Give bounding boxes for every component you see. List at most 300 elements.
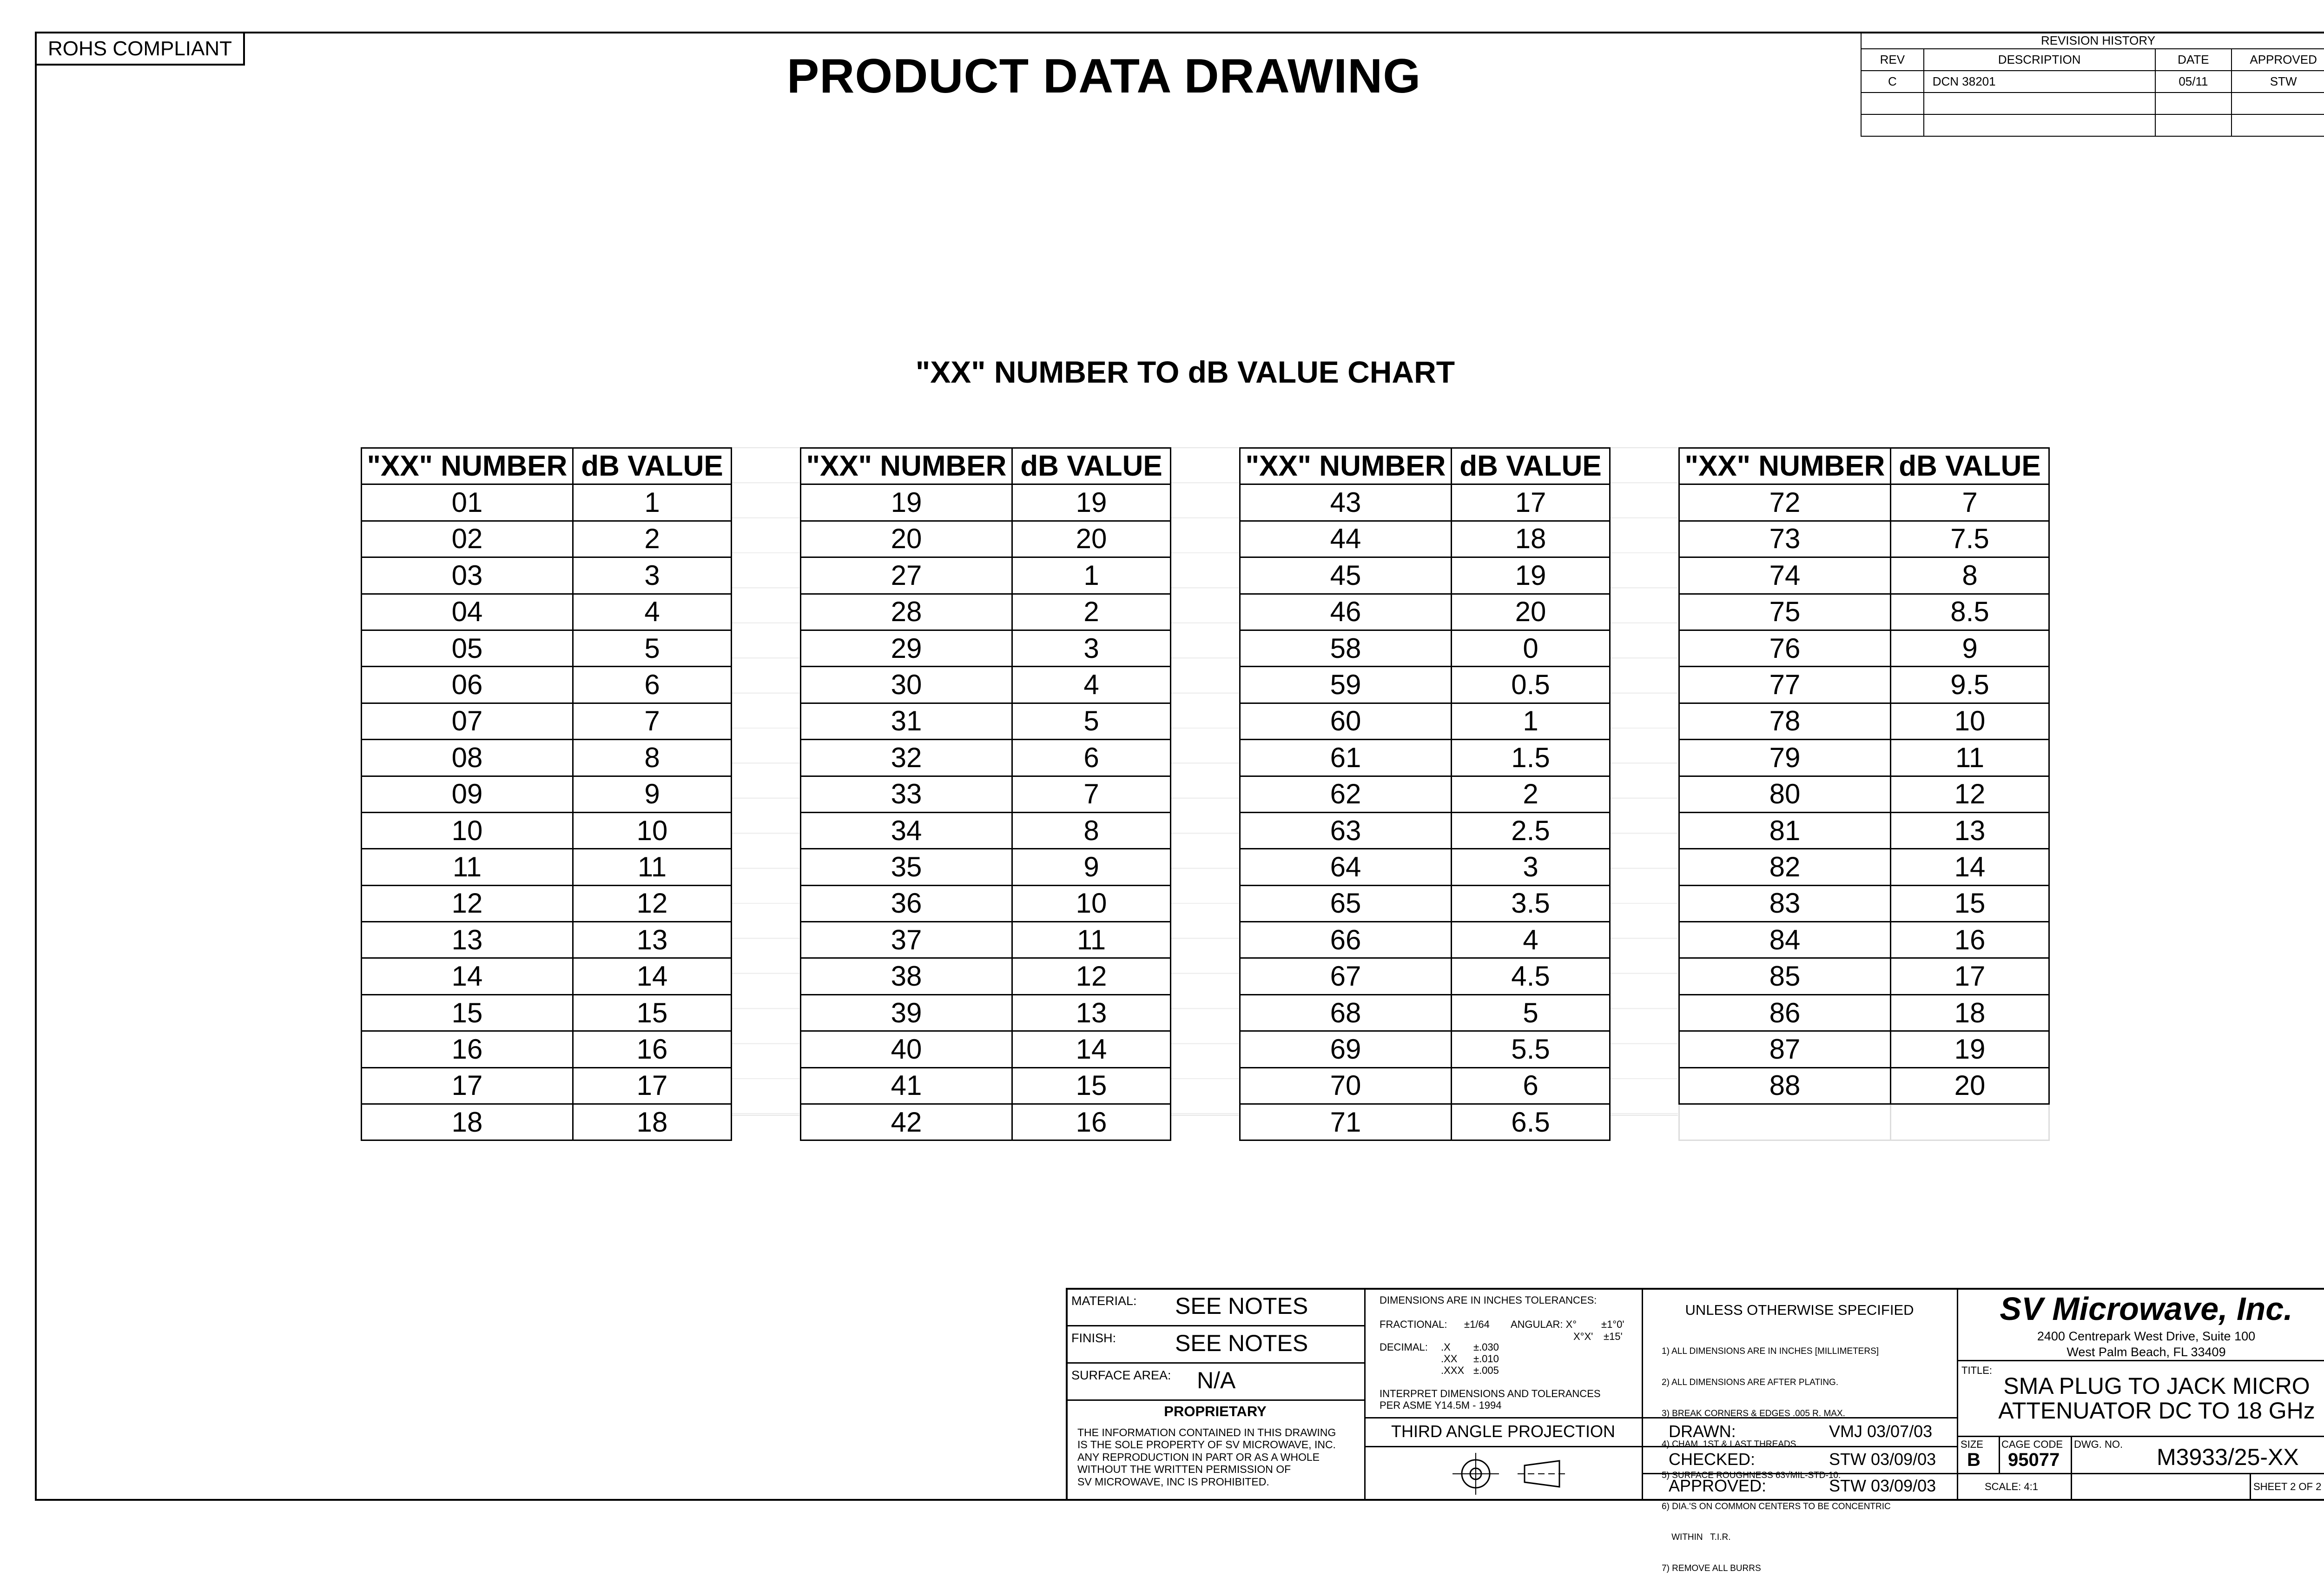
db-value-cell: 12 [573,885,732,921]
db-value-cell: 1 [1452,703,1610,739]
db-value-cell: 17 [573,1067,732,1104]
db-value-cell: 14 [573,958,732,994]
db-value-cell: 0 [1452,630,1610,666]
revision-history-table [1861,32,2324,137]
db-value-cell: 1 [573,484,732,521]
db-value-cell: 6 [573,667,732,703]
db-value-cell: 15 [1891,885,2049,921]
xx-number-cell: 81 [1679,812,1891,848]
xx-number-cell: 77 [1679,667,1891,703]
table-row [1679,994,2049,1031]
table-row [1240,1031,1610,1067]
table-row [801,630,1171,666]
xx-number-cell: 66 [1240,922,1452,958]
note-line: 7) REMOVE ALL BURRS [1662,1564,1761,1574]
note-line: 3) BREAK CORNERS & EDGES .005 R. MAX. [1662,1408,1845,1418]
db-value-cell: 20 [1452,594,1610,630]
tolerance-angular-label: ANGULAR: X° [1511,1319,1577,1330]
xx-number-cell: 35 [801,849,1012,885]
divider [1066,1399,1365,1401]
db-value-cell: 5 [1452,994,1610,1031]
dwg-no-label: DWG. NO. [2074,1438,2123,1450]
tolerance-angular-value-2: ±15' [1604,1331,1623,1342]
revision-col-rev: REV [1861,49,1924,71]
db-value-cell: 6.5 [1452,1104,1610,1140]
db-value-cell [1891,1104,2049,1140]
xx-db-table-4 [1678,447,2050,1141]
address-line: West Palm Beach, FL 33409 [2067,1345,2226,1359]
xx-number-cell: 12 [362,885,573,921]
xx-number-cell: 46 [1240,594,1452,630]
table-row [1679,740,2049,776]
db-value-cell: 7 [573,703,732,739]
tolerance-heading: DIMENSIONS ARE IN INCHES TOLERANCES: [1380,1294,1597,1306]
db-value-cell: 6 [1452,1067,1610,1104]
table-row [1240,776,1610,812]
revision-col-approved: APPROVED [2232,49,2324,71]
xx-number-cell: 84 [1679,922,1891,958]
db-value-cell: 10 [1891,703,2049,739]
drawn-value: VMJ 03/07/03 [1829,1422,1933,1441]
revision-col-description: DESCRIPTION [1924,49,2155,71]
divider [2250,1473,2251,1501]
xx-number-cell: 78 [1679,703,1891,739]
table-row [362,812,732,848]
xx-number-cell: 74 [1679,557,1891,594]
table-row [801,667,1171,703]
db-value-cell: 4 [1452,922,1610,958]
db-value-cell: 13 [1891,812,2049,848]
db-value-cell: 1 [1012,557,1171,594]
tolerance-angular-label-2: X°X' [1573,1331,1593,1342]
table-row [1240,849,1610,885]
db-value-cell: 15 [573,994,732,1031]
note-line: 6) DIA.'S ON COMMON CENTERS TO BE CONCENTRIC [1662,1501,1891,1511]
cage-code-value: 95077 [2008,1450,2060,1470]
table-gap [731,447,799,1116]
table-row [1679,958,2049,994]
tolerance-decimal-xx-value: ±.010 [1473,1353,1499,1365]
xx-number-cell: 11 [362,849,573,885]
xx-number-cell: 30 [801,667,1012,703]
xx-number-cell: 15 [362,994,573,1031]
chart-title: "XX" NUMBER TO dB VALUE CHART [915,355,1455,389]
note-line: 2) ALL DIMENSIONS ARE AFTER PLATING. [1662,1378,1839,1388]
db-value-cell: 11 [1012,922,1171,958]
db-value-cell: 9.5 [1891,667,2049,703]
xx-number-cell: 05 [362,630,573,666]
page-title: PRODUCT DATA DRAWING [786,49,1421,103]
xx-number-cell: 03 [362,557,573,594]
xx-number-cell: 59 [1240,667,1452,703]
table-row [801,1067,1171,1104]
db-value-cell: 18 [1891,994,2049,1031]
revision-history-title: REVISION HISTORY [1861,32,2324,49]
table-row [1679,885,2049,921]
xx-number-cell: 60 [1240,703,1452,739]
table-row [1240,1104,1610,1140]
db-value-cell: 2 [1452,776,1610,812]
address-line: 2400 Centrepark West Drive, Suite 100 [2037,1329,2256,1343]
db-value-cell: 5 [573,630,732,666]
db-value-cell: 5 [1012,703,1171,739]
db-value-cell: 16 [1012,1104,1171,1140]
xx-number-cell [1679,1104,1891,1140]
table-row [801,776,1171,812]
db-value-cell: 11 [1891,740,2049,776]
xx-number-cell: 83 [1679,885,1891,921]
divider [1364,1446,1642,1447]
surface-area-value: N/A [1197,1367,1236,1393]
db-value-cell: 5.5 [1452,1031,1610,1067]
xx-number-cell: 37 [801,922,1012,958]
xx-number-cell: 39 [801,994,1012,1031]
xx-db-table-1 [361,447,732,1141]
xx-number-cell: 14 [362,958,573,994]
xx-number-cell: 71 [1240,1104,1452,1140]
xx-number-cell: 34 [801,812,1012,848]
table-row [1679,484,2049,521]
divider [1066,1325,1365,1326]
divider [1642,1288,1643,1501]
company-address [1957,1329,2324,1360]
xx-db-table-2 [800,447,1171,1141]
xx-number-cell: 88 [1679,1067,1891,1104]
proprietary-line: WITHOUT THE WRITTEN PERMISSION OF [1077,1463,1291,1476]
note-line: WITHIN T.I.R. [1662,1532,1731,1543]
company-name: SV Microwave, Inc. [2000,1291,2293,1327]
table-row [362,958,732,994]
finish-label: FINISH: [1071,1331,1116,1345]
db-value-cell: 4 [1012,667,1171,703]
tolerance-decimal-xxx: .XXX [1441,1365,1465,1376]
table-row [362,521,732,557]
table-row [1679,922,2049,958]
unless-otherwise-specified: UNLESS OTHERWISE SPECIFIED [1685,1302,1914,1318]
xx-number-cell: 32 [801,740,1012,776]
table-row [362,849,732,885]
xx-number-cell: 63 [1240,812,1452,848]
xx-number-cell: 79 [1679,740,1891,776]
xx-number-cell: 38 [801,958,1012,994]
xx-number-cell: 45 [1240,557,1452,594]
tolerance-fractional-value: ±1/64 [1464,1319,1490,1330]
proprietary-line: ANY REPRODUCTION IN PART OR AS A WHOLE [1077,1451,1320,1463]
tolerance-decimal-xx: .XX [1441,1353,1458,1365]
table-row [1679,703,2049,739]
sheet-number: SHEET 2 OF 2 [2253,1481,2322,1492]
db-value-cell: 3 [1012,630,1171,666]
divider [1066,1362,1365,1364]
table-row [1679,1104,2049,1140]
divider [1364,1288,1366,1501]
divider [2071,1436,2072,1501]
xx-number-cell: 16 [362,1031,573,1067]
table-row [362,667,732,703]
revision-date [2155,93,2232,114]
column-header-xx-number: "XX" NUMBER [362,448,573,484]
db-value-cell: 17 [1452,484,1610,521]
table-row [362,885,732,921]
note-line: 4) CHAM. 1ST & LAST THREADS. [1662,1439,1799,1450]
table-row [1679,557,2049,594]
revision-approved [2232,93,2324,114]
db-value-cell: 7.5 [1891,521,2049,557]
table-row [362,630,732,666]
db-value-cell: 3 [573,557,732,594]
divider [1957,1436,2324,1437]
db-value-cell: 2 [573,521,732,557]
revision-date: 05/11 [2155,71,2232,93]
dwg-no-value: M3933/25-XX [2157,1444,2299,1470]
table-row [1679,667,2049,703]
table-row [801,994,1171,1031]
table-row [362,740,732,776]
tolerance-interpret-line: INTERPRET DIMENSIONS AND TOLERANCES [1380,1388,1601,1399]
table-row [362,484,732,521]
db-value-cell: 9 [573,776,732,812]
rohs-compliant-label: ROHS COMPLIANT [35,32,245,66]
divider [1957,1473,2324,1474]
table-row [1679,776,2049,812]
xx-number-cell: 82 [1679,849,1891,885]
tolerance-decimal-x: .X [1441,1341,1451,1353]
db-value-cell: 14 [1891,849,2049,885]
db-value-cell: 8.5 [1891,594,2049,630]
db-value-cell: 16 [573,1031,732,1067]
table-row [801,1104,1171,1140]
xx-number-cell: 62 [1240,776,1452,812]
xx-number-cell: 29 [801,630,1012,666]
table-row [1679,521,2049,557]
db-value-cell: 8 [1012,812,1171,848]
tolerance-decimal-xxx-value: ±.005 [1473,1365,1499,1376]
revision-approved: STW [2232,71,2324,93]
column-header-db-value: dB VALUE [1452,448,1610,484]
table-row [801,885,1171,921]
proprietary-line: SV MICROWAVE, INC IS PROHIBITED. [1077,1475,1269,1488]
table-row [801,812,1171,848]
db-value-cell: 20 [1891,1067,2049,1104]
table-row [801,703,1171,739]
table-row [362,1067,732,1104]
db-value-cell: 19 [1012,484,1171,521]
db-value-cell: 18 [573,1104,732,1140]
xx-number-cell: 70 [1240,1067,1452,1104]
db-value-cell: 8 [1891,557,2049,594]
revision-row [1861,93,2324,114]
db-value-cell: 4 [573,594,732,630]
column-header-xx-number: "XX" NUMBER [1240,448,1452,484]
xx-number-cell: 44 [1240,521,1452,557]
table-row [1240,740,1610,776]
tolerance-decimal-x-value: ±.030 [1473,1341,1499,1353]
table-row [801,594,1171,630]
db-value-cell: 12 [1012,958,1171,994]
xx-number-cell: 85 [1679,958,1891,994]
table-row [1240,630,1610,666]
revision-description [1924,93,2155,114]
xx-number-cell: 73 [1679,521,1891,557]
table-row [1679,812,2049,848]
table-row [362,922,732,958]
tolerance-interpret-line: PER ASME Y14.5M - 1994 [1380,1399,1502,1411]
db-value-cell: 1.5 [1452,740,1610,776]
column-header-xx-number: "XX" NUMBER [801,448,1012,484]
xx-number-cell: 19 [801,484,1012,521]
xx-number-cell: 18 [362,1104,573,1140]
revision-description: DCN 38201 [1924,71,2155,93]
column-header-db-value: dB VALUE [1012,448,1171,484]
xx-number-cell: 61 [1240,740,1452,776]
drawn-label: DRAWN: [1669,1422,1736,1441]
revision-rev [1861,93,1924,114]
tolerance-angular-value: ±1°0' [1601,1319,1624,1330]
xx-number-cell: 13 [362,922,573,958]
table-row [801,484,1171,521]
xx-number-cell: 09 [362,776,573,812]
xx-number-cell: 20 [801,521,1012,557]
table-row [1679,1067,2049,1104]
table-row [801,557,1171,594]
db-value-cell: 7 [1012,776,1171,812]
db-value-cell: 11 [573,849,732,885]
drawing-title [1978,1374,2324,1423]
title-label: TITLE: [1961,1365,1993,1376]
revision-col-date: DATE [2155,49,2232,71]
db-value-cell: 12 [1891,776,2049,812]
approved-value: STW 03/09/03 [1829,1476,1936,1495]
db-value-cell: 19 [1452,557,1610,594]
revision-date [2155,114,2232,136]
tolerance-fractional-label: FRACTIONAL: [1380,1319,1447,1330]
revision-rev: C [1861,71,1924,93]
table-row [801,849,1171,885]
cage-code-label: CAGE CODE [2001,1438,2063,1450]
divider [1999,1436,2000,1473]
table-row [362,1104,732,1140]
db-value-cell: 13 [1012,994,1171,1031]
xx-number-cell: 40 [801,1031,1012,1067]
xx-number-cell: 64 [1240,849,1452,885]
table-row [1240,958,1610,994]
table-row [1240,1067,1610,1104]
xx-number-cell: 08 [362,740,573,776]
xx-number-cell: 33 [801,776,1012,812]
tolerance-decimal-label: DECIMAL: [1380,1341,1428,1353]
revision-rev [1861,114,1924,136]
size-label: SIZE [1961,1438,1983,1450]
table-row [1240,557,1610,594]
table-row [1240,667,1610,703]
xx-number-cell: 17 [362,1067,573,1104]
db-value-cell: 7 [1891,484,2049,521]
xx-number-cell: 07 [362,703,573,739]
db-value-cell: 3 [1452,849,1610,885]
xx-number-cell: 01 [362,484,573,521]
table-row [1679,849,2049,885]
db-value-cell: 18 [1452,521,1610,557]
revision-description [1924,114,2155,136]
db-value-cell: 13 [573,922,732,958]
db-value-cell: 20 [1012,521,1171,557]
xx-number-cell: 75 [1679,594,1891,630]
proprietary-line: THE INFORMATION CONTAINED IN THIS DRAWING [1077,1426,1336,1438]
db-value-cell: 17 [1891,958,2049,994]
projection-label: THIRD ANGLE PROJECTION [1391,1422,1616,1441]
xx-number-cell: 87 [1679,1031,1891,1067]
xx-number-cell: 43 [1240,484,1452,521]
table-row [362,557,732,594]
table-row [1240,885,1610,921]
xx-number-cell: 86 [1679,994,1891,1031]
xx-number-cell: 68 [1240,994,1452,1031]
table-gap [1609,447,1678,1116]
table-row [1240,484,1610,521]
table-row [362,703,732,739]
xx-number-cell: 06 [362,667,573,703]
material-value: SEE NOTES [1175,1293,1308,1319]
checked-value: STW 03/09/03 [1829,1450,1936,1469]
xx-number-cell: 27 [801,557,1012,594]
surface-area-label: SURFACE AREA: [1071,1368,1171,1382]
proprietary-notice [1077,1426,1361,1488]
column-header-db-value: dB VALUE [573,448,732,484]
table-row [362,776,732,812]
table-row [801,521,1171,557]
xx-number-cell: 36 [801,885,1012,921]
db-value-cell: 2 [1012,594,1171,630]
db-value-cell: 9 [1891,630,2049,666]
xx-number-cell: 80 [1679,776,1891,812]
revision-approved [2232,114,2324,136]
xx-number-cell: 67 [1240,958,1452,994]
third-angle-projection-icon [1446,1451,1585,1497]
checked-label: CHECKED: [1669,1450,1756,1469]
divider [1364,1417,1642,1418]
xx-number-cell: 41 [801,1067,1012,1104]
table-row [1240,521,1610,557]
xx-db-table-3 [1239,447,1611,1141]
xx-number-cell: 58 [1240,630,1452,666]
xx-number-cell: 28 [801,594,1012,630]
db-value-cell: 10 [1012,885,1171,921]
table-gap [1170,447,1239,1116]
drawing-title-line: ATTENUATOR DC TO 18 GHz [1998,1397,2315,1424]
db-value-cell: 14 [1012,1031,1171,1067]
column-header-xx-number: "XX" NUMBER [1679,448,1891,484]
table-row [1240,812,1610,848]
revision-row [1861,71,2324,93]
table-row [801,958,1171,994]
drawing-title-line: SMA PLUG TO JACK MICRO [2003,1373,2310,1399]
table-row [1240,994,1610,1031]
table-row [1679,1031,2049,1067]
xx-number-cell: 10 [362,812,573,848]
db-value-cell: 6 [1012,740,1171,776]
table-row [1240,922,1610,958]
table-row [1679,594,2049,630]
db-value-cell: 0.5 [1452,667,1610,703]
db-value-cell: 8 [573,740,732,776]
xx-number-cell: 31 [801,703,1012,739]
table-row [1240,594,1610,630]
revision-row [1861,114,2324,136]
db-value-cell: 10 [573,812,732,848]
db-value-cell: 15 [1012,1067,1171,1104]
xx-number-cell: 02 [362,521,573,557]
table-row [1240,703,1610,739]
